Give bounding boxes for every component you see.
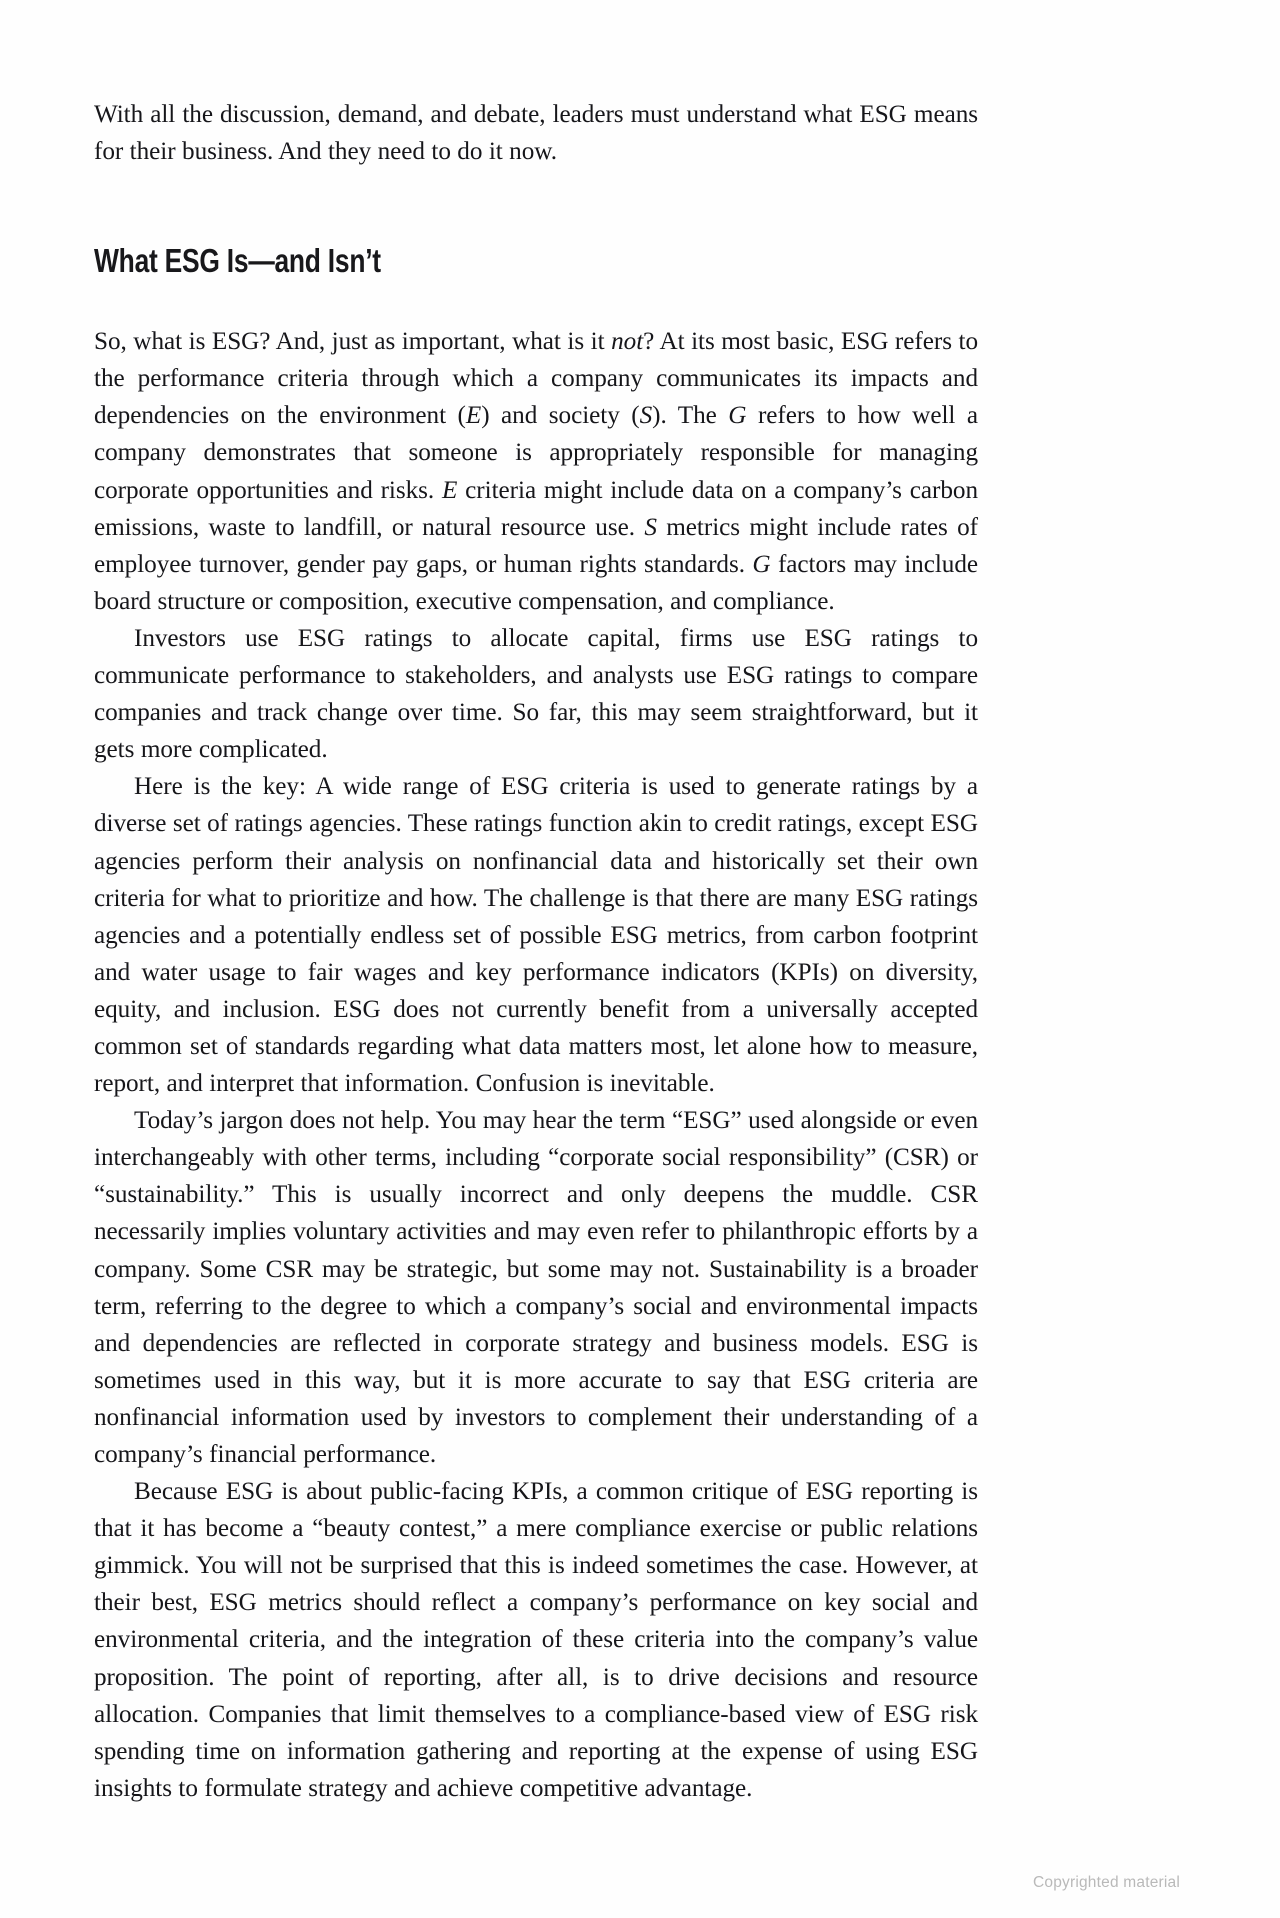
section-heading: What ESG Is—and Isn’t <box>94 242 381 280</box>
text-run: metrics might include rates of employee turnover, gender pay gaps, or human rights standards. <box>94 513 978 578</box>
emphasis-g-factors: G <box>752 550 771 578</box>
emphasis-e-environment: E <box>465 402 482 430</box>
text-run: ) and society ( <box>481 402 640 430</box>
copyright-watermark: Copyrighted material <box>1032 1874 1180 1891</box>
paragraph-investors-use-ratings: Investors use ESG ratings to allocate capital, firms use ESG ratings to communicate performance to stakeholders, and analysts use ESG ratings to compare companies and track change over time. So far, this may seem straightforward, but it gets more complicated. <box>94 624 978 764</box>
paragraph-esg-definition <box>94 323 978 620</box>
text-run: factors may include board structure or composition, executive compensation, and compliance. <box>94 550 978 615</box>
paragraph-here-is-the-key: Here is the key: A wide range of ESG criteria is used to generate ratings by a diverse set of ratings agencies. These ratings function akin to credit ratings, except ESG agencies perform their analysis on nonfinancial data and historically set their own criteria for what to prioritize and how. The challenge is that there are many ESG ratings agencies and a potentially endless set of possible ESG metrics, from carbon footprint and water usage to fair wages and key performance indicators (KPIs) on diversity, equity, and inclusion. ESG does not currently benefit from a universally accepted common set of standards regarding what data matters most, let alone how to measure, report, and interpret that information. Confusion is inevitable. <box>94 773 978 1098</box>
page-content <box>94 96 978 1807</box>
text-run: So, what is ESG? And, just as important, what is it <box>94 328 612 356</box>
spacer-before-heading <box>94 170 978 241</box>
emphasis-e-criteria: E <box>442 476 458 504</box>
text-run: refers to how well a company demonstrates that someone is appropriately responsible for managing corporate opportunities and risks. <box>94 402 978 504</box>
text-run: ? At its most basic, ESG refers to the performance criteria through which a company communicates its impacts and dependencies on the environment ( <box>94 328 978 430</box>
emphasis-g-governance: G <box>728 402 747 430</box>
emphasis-s-society: S <box>639 402 653 430</box>
emphasis-s-metrics: S <box>644 513 657 541</box>
intro-paragraph: With all the discussion, demand, and debate, leaders must understand what ESG means for their business. And they need to do it now. <box>94 101 978 166</box>
paragraph-todays-jargon: Today’s jargon does not help. You may hear the term “ESG” used alongside or even interchangeably with other terms, including “corporate social responsibility” (CSR) or “sustainability.” This is usually incorrect and only deepens the muddle. CSR necessarily implies voluntary activities and may even refer to philanthropic efforts by a company. Some CSR may be strategic, but some may not. Sustainability is a broader term, referring to the degree to which a company’s social and environmental impacts and dependencies are reflected in corporate strategy and business models. ESG is sometimes used in this way, but it is more accurate to say that ESG criteria are nonfinancial information used by investors to complement their understanding of a company’s financial performance. <box>94 1107 978 1468</box>
paragraph-public-facing-kpis: Because ESG is about public-facing KPIs, a common critique of ESG reporting is that it has become a “beauty contest,” a mere compliance exercise or public relations gimmick. You will not be surprised that this is indeed sometimes the case. However, at their best, ESG metrics should reflect a company’s performance on key social and environmental criteria, and the integration of these criteria into the company’s value proposition. The point of reporting, after all, is to drive decisions and resource allocation. Companies that limit themselves to a compliance-based view of ESG risk spending time on information gathering and reporting at the expense of using ESG insights to formulate strategy and achieve competitive advantage. <box>94 1478 978 1802</box>
spacer-after-heading <box>94 281 978 323</box>
text-run: criteria might include data on a company’s carbon emissions, waste to landfill, or natural resource use. <box>94 476 978 541</box>
text-run: ). The <box>652 402 729 430</box>
emphasis-not: not <box>611 328 644 356</box>
